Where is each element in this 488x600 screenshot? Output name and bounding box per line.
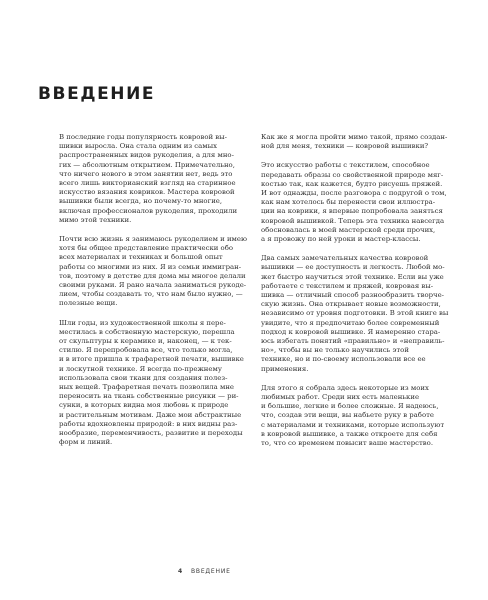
paragraph: Почти всю жизнь я занимаюсь рукоделием и имею хотя бы общее представление практически обо всех материалах и техниках и большой опыт работы со многими из них. Я из семьи иммигран- тов, поэтому в детстве для дома мы многое делали своими руками. Я рано начала заниматься рукоде- лием, чтобы создавать то, что нам было нужно, — полезные вещи.: [59, 235, 247, 308]
paragraph: Для этого я собрала здесь некоторые из моих любимых работ. Среди них есть маленькие и большие, легкие и более сложные. Я надеюсь, что, создав эти вещи, вы набьете руку в работе с материалами и техниками, которые используют в ковровой вышивке, а также откроете для себя то, что со временем повысит ваше мастерство.: [261, 383, 445, 448]
paragraph: Как же я могла пройти мимо такой, прямо создан- ной для меня, техники — ковровой вышивки?: [261, 133, 448, 151]
left-column: [59, 133, 251, 458]
right-column: [261, 133, 453, 458]
chapter-title: ВВЕДЕНИЕ: [38, 84, 156, 104]
page-number: 4: [178, 568, 183, 575]
paragraph: Два самых замечательных качества ковровой вышивки — ее доступность и легкость. Любой мо- жет быстро научиться этой технике. Если вы уже работаете с текстилем и пряжей, ковровая вы- шивка — отличный способ разнообразить творче- скую жизнь. Она открывает новые возможности, независимо от уровня подготовки. В этой книге вы увидите, что я предпочитаю более современный подход к ковровой вышивке. Я намеренно стара- юсь избегать понятий «правильно» и «неправиль- но», чтобы вы не только научились этой технике, но и по-своему использовали все ее применения.: [261, 254, 449, 373]
paragraph: В последние годы популярность ковровой вы- шивки выросла. Она стала одним из самых распространенных видов рукоделия, а для мно- гих — абсолютным открытием. Примечательно, что ничего нового в этом занятии нет, ведь это всего лишь викторианский взгляд на старинное искусство вязания ковриков. Мастера ковровой вышивки были всегда, но почему-то многие, включая профессионалов рукоделия, проходили мимо этой техники.: [59, 133, 238, 224]
running-head: ВВЕДЕНИЕ: [191, 568, 231, 575]
paragraph: Шли годы, из художественной школы я пере- местилась в собственную мастерскую, перешла от скульптуры к керамике и, наконец, — к тек- стилю. Я перепробовала все, что только могла, и в итоге пришла к трафаретной печати, вышивке и лоскутной технике. Я всегда по-прежнему использовала свои ткани для создания полез- ных вещей. Трафаретная печать позволила мне переносить на ткань собственные рисунки — ри- сунки, в которых видна моя любовь к природе и растительным мотивам. Даже мои абстрактные работы вдохновлены природой: в них видны раз- нообразие, переменчивость, развитие и переходы форм и линий.: [59, 318, 244, 447]
paragraph: Это искусство работы с текстилем, способное передавать образы со свойственной природе мяг- костью так, как кажется, будто рисуешь пряжей. И вот однажды, после разговора с подругой о том, как нам хотелось бы перенести свои иллюстра- ции на коврики, я впервые попробовала заняться ковровой вышивкой. Теперь эта техника навсегда обосновалась в моей мастерской среди прочих, а я провожу по ней уроки и мастер-классы.: [261, 161, 447, 244]
